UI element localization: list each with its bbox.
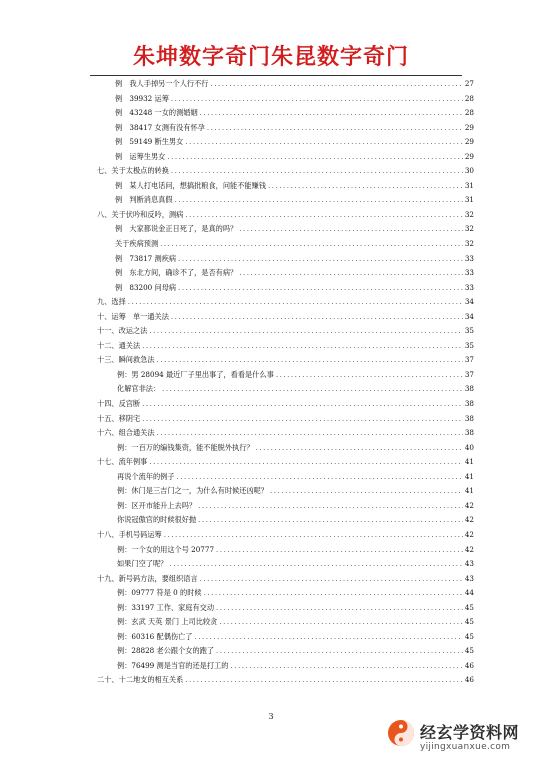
toc-entry-label: 十、运筹 单一通关法 bbox=[97, 311, 169, 321]
toc-dot-leader bbox=[167, 150, 463, 165]
toc-entry[interactable] bbox=[97, 266, 474, 281]
toc-entry-page: 33 bbox=[464, 268, 474, 278]
toc-entry-page: 29 bbox=[464, 122, 474, 132]
toc-dot-leader bbox=[276, 368, 463, 383]
toc-entry[interactable] bbox=[97, 397, 474, 412]
toc-entry[interactable] bbox=[97, 484, 474, 499]
toc-entry-label: 例：33197 工作、家庭有交动 bbox=[117, 602, 215, 612]
toc-entry[interactable] bbox=[97, 281, 474, 296]
toc-entry[interactable] bbox=[97, 208, 474, 223]
toc-entry-label: 十八、手机号码运筹 bbox=[97, 529, 162, 539]
toc-dot-leader bbox=[157, 426, 463, 441]
toc-entry-page: 37 bbox=[464, 369, 474, 379]
toc-entry-page: 42 bbox=[464, 529, 474, 539]
toc-entry[interactable] bbox=[97, 92, 474, 107]
toc-entry[interactable] bbox=[97, 310, 474, 325]
toc-entry-page: 31 bbox=[464, 180, 474, 190]
toc-entry-label: 关于疾病预测 bbox=[115, 239, 159, 249]
toc-dot-leader bbox=[164, 528, 463, 543]
toc-entry-label: 例：男 28094 最近厂子里出事了，看看是什么事 bbox=[117, 369, 274, 379]
toc-dot-leader bbox=[149, 324, 463, 339]
toc-entry-label: 例：玄武 天英 景门 上司比较贪 bbox=[117, 617, 218, 627]
header-divider bbox=[90, 75, 462, 76]
toc-dot-leader bbox=[216, 644, 463, 659]
toc-dot-leader bbox=[185, 673, 463, 688]
toc-entry-label: 例：休门是三吉门之一，为什么有时候还凶呢？ bbox=[117, 486, 268, 496]
toc-entry[interactable] bbox=[97, 673, 474, 688]
table-of-contents bbox=[97, 77, 474, 688]
toc-dot-leader bbox=[216, 543, 463, 558]
toc-entry-page: 44 bbox=[464, 588, 474, 598]
toc-entry-page: 27 bbox=[464, 79, 474, 88]
toc-entry-label: 例 39932 运筹 bbox=[115, 93, 169, 103]
toc-entry-label: 例 某人打电话问，想搞批粮食，问能不能赚钱 bbox=[115, 180, 266, 190]
toc-entry-page: 45 bbox=[464, 646, 474, 656]
toc-entry-label: 例 东北方间，确诊不了，是否有病？ bbox=[115, 268, 238, 278]
toc-dot-leader bbox=[239, 222, 463, 237]
toc-entry[interactable] bbox=[97, 324, 474, 339]
toc-dot-leader bbox=[268, 179, 463, 194]
toc-entry-page: 45 bbox=[464, 631, 474, 641]
toc-entry[interactable] bbox=[97, 368, 474, 383]
toc-entry-page: 32 bbox=[464, 239, 474, 249]
toc-dot-leader bbox=[200, 106, 463, 121]
toc-entry[interactable] bbox=[97, 586, 474, 601]
toc-entry-page: 43 bbox=[464, 559, 474, 569]
toc-entry-page: 42 bbox=[464, 544, 474, 554]
toc-dot-leader bbox=[160, 237, 463, 252]
toc-entry-label: 十三、瞬间救急法 bbox=[97, 355, 155, 365]
toc-entry-page: 35 bbox=[464, 326, 474, 336]
toc-entry[interactable] bbox=[97, 601, 474, 616]
toc-entry[interactable] bbox=[97, 630, 474, 645]
toc-dot-leader bbox=[177, 470, 463, 485]
toc-entry[interactable] bbox=[97, 252, 474, 267]
toc-entry[interactable] bbox=[97, 441, 474, 456]
toc-entry-label: 二十、十二地支的相互关系 bbox=[97, 675, 184, 685]
toc-entry[interactable] bbox=[97, 106, 474, 121]
toc-entry-label: 例 判断消息真假 bbox=[115, 195, 173, 205]
toc-entry[interactable] bbox=[97, 426, 474, 441]
toc-dot-leader bbox=[142, 397, 463, 412]
toc-entry-page: 38 bbox=[464, 413, 474, 423]
toc-entry[interactable] bbox=[97, 528, 474, 543]
yin-yang-logo-icon bbox=[386, 718, 416, 748]
toc-entry-page: 29 bbox=[464, 151, 474, 161]
toc-entry-page: 41 bbox=[464, 457, 474, 467]
toc-entry-label: 八、关于伏吟和反吟，测病 bbox=[97, 209, 184, 219]
toc-entry-label: 例：一个女的用这个号 20777 bbox=[117, 544, 215, 554]
toc-entry-label: 例：一百万的编钱集资，能不能脱外执行？ bbox=[117, 442, 254, 452]
toc-dot-leader bbox=[256, 441, 463, 456]
toc-entry-label: 如果门空了呢？ bbox=[117, 559, 168, 569]
toc-dot-leader bbox=[216, 601, 463, 616]
toc-dot-leader bbox=[239, 266, 463, 281]
toc-entry-page: 38 bbox=[464, 428, 474, 438]
toc-entry-label: 十九、新号码方法，要组织语言 bbox=[97, 573, 198, 583]
toc-dot-leader bbox=[219, 615, 463, 630]
toc-entry-page: 33 bbox=[464, 253, 474, 263]
toc-dot-leader bbox=[128, 295, 463, 310]
toc-entry-label: 十二、通关法 bbox=[97, 340, 141, 350]
toc-entry-label: 例：76499 测是当官的还是打工的 bbox=[117, 660, 229, 670]
toc-dot-leader bbox=[185, 135, 463, 150]
toc-entry-page: 34 bbox=[464, 311, 474, 321]
page-number: 3 bbox=[268, 712, 274, 721]
toc-entry-page: 42 bbox=[464, 515, 474, 525]
watermark bbox=[386, 714, 536, 762]
toc-entry-label: 例 大家都说金正日死了，是真的吗？ bbox=[115, 224, 238, 234]
toc-dot-leader bbox=[142, 339, 463, 354]
toc-entry-label: 你说冠傲官的时候很好抛 bbox=[117, 515, 197, 525]
toc-entry-label: 例：09777 符是 0 的时候 bbox=[117, 588, 202, 598]
toc-entry-label: 十一、改运之法 bbox=[97, 326, 148, 336]
toc-entry[interactable] bbox=[97, 470, 474, 485]
toc-dot-leader bbox=[157, 353, 463, 368]
toc-entry[interactable] bbox=[97, 150, 474, 165]
toc-dot-leader bbox=[230, 659, 462, 674]
toc-entry-label: 例：区开市能升上去吗？ bbox=[117, 500, 197, 510]
toc-entry-page: 41 bbox=[464, 486, 474, 496]
toc-entry-page: 38 bbox=[464, 399, 474, 409]
toc-entry[interactable] bbox=[97, 412, 474, 427]
toc-dot-leader bbox=[175, 193, 463, 208]
toc-entry-page: 34 bbox=[464, 297, 474, 307]
toc-entry[interactable] bbox=[97, 382, 474, 397]
toc-entry[interactable] bbox=[97, 295, 474, 310]
toc-entry-label: 例：28828 老公跟个女的跑了 bbox=[117, 646, 215, 656]
toc-dot-leader bbox=[204, 586, 463, 601]
toc-dot-leader bbox=[171, 92, 463, 107]
toc-entry[interactable] bbox=[97, 557, 474, 572]
toc-entry-label: 化解官非法： bbox=[117, 384, 161, 394]
toc-entry-page: 32 bbox=[464, 224, 474, 234]
toc-entry-page: 41 bbox=[464, 471, 474, 481]
toc-dot-leader bbox=[198, 513, 463, 528]
toc-dot-leader bbox=[162, 382, 463, 397]
toc-dot-leader bbox=[210, 77, 462, 92]
toc-entry[interactable] bbox=[97, 222, 474, 237]
watermark-name: 经玄学资料网 bbox=[420, 723, 520, 742]
toc-entry[interactable] bbox=[97, 77, 474, 92]
toc-entry-label: 例：60316 配偶伤亡了 bbox=[117, 631, 193, 641]
toc-entry-label: 例 43248 一女的测婚姻 bbox=[115, 108, 198, 118]
toc-dot-leader bbox=[171, 164, 463, 179]
toc-dot-leader bbox=[185, 208, 463, 223]
toc-entry-label: 十四、反宫断 bbox=[97, 399, 141, 409]
toc-entry-page: 28 bbox=[464, 108, 474, 118]
toc-entry[interactable] bbox=[97, 237, 474, 252]
toc-entry-label: 例 我人手掉另一个人行不行 bbox=[115, 79, 209, 88]
toc-entry-page: 37 bbox=[464, 355, 474, 365]
toc-entry-page: 38 bbox=[464, 384, 474, 394]
toc-entry[interactable] bbox=[97, 659, 474, 674]
toc-entry-page: 31 bbox=[464, 195, 474, 205]
toc-entry-page: 33 bbox=[464, 282, 474, 292]
toc-dot-leader bbox=[207, 121, 463, 136]
toc-entry[interactable] bbox=[97, 644, 474, 659]
toc-entry[interactable] bbox=[97, 572, 474, 587]
toc-entry-label: 例 38417 女测有没有怀孕 bbox=[115, 122, 205, 132]
toc-entry[interactable] bbox=[97, 513, 474, 528]
toc-entry[interactable] bbox=[97, 121, 474, 136]
toc-dot-leader bbox=[270, 484, 463, 499]
toc-dot-leader bbox=[142, 412, 463, 427]
toc-entry-page: 42 bbox=[464, 500, 474, 510]
toc-entry-label: 七、关于太极点的转换 bbox=[97, 166, 169, 176]
watermark-url: yijingxuanxue.com bbox=[420, 742, 511, 752]
toc-entry-label: 十七、流年例事 bbox=[97, 457, 148, 467]
toc-entry-page: 32 bbox=[464, 209, 474, 219]
toc-entry-page: 30 bbox=[464, 166, 474, 176]
toc-entry-page: 45 bbox=[464, 617, 474, 627]
toc-dot-leader bbox=[198, 499, 463, 514]
page-title: 朱坤数字奇门朱昆数字奇门 bbox=[132, 45, 409, 70]
toc-entry[interactable] bbox=[97, 353, 474, 368]
toc-entry-page: 46 bbox=[464, 660, 474, 670]
toc-entry-label: 十五、移阴宅 bbox=[97, 413, 141, 423]
toc-entry-page: 43 bbox=[464, 573, 474, 583]
toc-entry[interactable] bbox=[97, 499, 474, 514]
toc-entry-page: 28 bbox=[464, 93, 474, 103]
toc-entry[interactable] bbox=[97, 179, 474, 194]
toc-dot-leader bbox=[178, 252, 463, 267]
toc-entry-label: 例 运筹生男女 bbox=[115, 151, 166, 161]
toc-dot-leader bbox=[178, 281, 463, 296]
toc-entry-label: 九、选择 bbox=[97, 297, 126, 307]
toc-entry[interactable] bbox=[97, 615, 474, 630]
toc-entry-page: 35 bbox=[464, 340, 474, 350]
toc-entry-page: 46 bbox=[464, 675, 474, 685]
toc-entry[interactable] bbox=[97, 164, 474, 179]
toc-entry-label: 再说个流年的例子 bbox=[117, 471, 175, 481]
toc-entry-page: 40 bbox=[464, 442, 474, 452]
toc-entry[interactable] bbox=[97, 193, 474, 208]
toc-dot-leader bbox=[194, 630, 462, 645]
toc-entry[interactable] bbox=[97, 339, 474, 354]
toc-dot-leader bbox=[149, 455, 463, 470]
toc-entry[interactable] bbox=[97, 543, 474, 558]
toc-entry-label: 例 59149 断生男女 bbox=[115, 137, 184, 147]
toc-dot-leader bbox=[200, 572, 463, 587]
toc-dot-leader bbox=[169, 557, 463, 572]
toc-dot-leader bbox=[171, 310, 463, 325]
toc-entry[interactable] bbox=[97, 455, 474, 470]
toc-entry-label: 例 83200 问母病 bbox=[115, 282, 177, 292]
toc-entry-page: 29 bbox=[464, 137, 474, 147]
toc-entry-label: 例 73817 测疾病 bbox=[115, 253, 177, 263]
toc-entry[interactable] bbox=[97, 135, 474, 150]
toc-entry-page: 45 bbox=[464, 602, 474, 612]
toc-entry-label: 十六、组合通关法 bbox=[97, 428, 155, 438]
